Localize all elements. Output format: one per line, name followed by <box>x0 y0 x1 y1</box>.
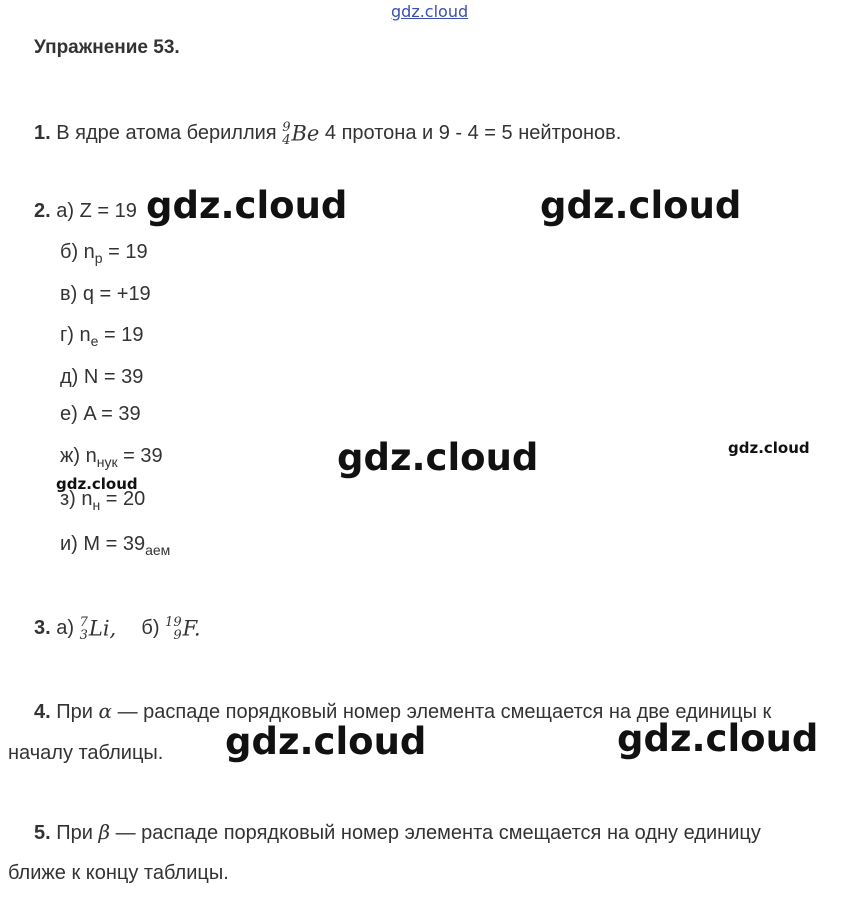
item-number: 1. <box>34 122 51 144</box>
item-number: 4. <box>34 701 51 723</box>
item-2-v: в) q = +19 <box>60 283 151 305</box>
fluorine-isotope: 19 9 F. <box>165 615 201 644</box>
item-number: 2. <box>34 200 51 222</box>
item-1 <box>34 116 621 151</box>
alpha-symbol: α <box>98 699 112 723</box>
item-1-text-before: В ядре атома бериллия <box>56 122 277 144</box>
item-5-line-1: 5. При β — распаде порядковый номер элемента смещается на одну единицу <box>34 820 761 844</box>
item-3-a-label: а) <box>56 617 75 639</box>
beryllium-isotope <box>282 116 319 151</box>
item-2-g: г) $n_e = 19$ <box>60 324 144 349</box>
item-number: 5. <box>34 822 51 844</box>
watermark: gdz.cloud <box>540 184 742 227</box>
item-3-b-label: б) <box>141 617 160 639</box>
item-2-b: б) $n_p = 19$ <box>60 241 148 266</box>
item-2-z: з) $n_н = 20$ <box>60 488 146 513</box>
watermark: gdz.cloud <box>146 184 348 227</box>
item-3 <box>34 611 201 646</box>
subscript: аем <box>145 542 171 558</box>
item-4-line-1: 4. При α — распаде порядковый номер элемента смещается на две единицы к <box>34 699 772 723</box>
item-2-d: д) N = 39 <box>60 366 144 388</box>
item-4-line-2: началу таблицы. <box>8 742 164 764</box>
subscript: нук <box>96 454 118 470</box>
item-2-a-line <box>34 200 137 223</box>
subscript: e <box>90 333 99 349</box>
item-number: 3. <box>34 617 51 639</box>
item-2-e: е) A = 39 <box>60 403 141 425</box>
watermark: gdz.cloud <box>337 436 539 479</box>
item-5-line-2: ближе к концу таблицы. <box>8 862 229 884</box>
watermark: gdz.cloud <box>56 475 138 493</box>
item-2-i: и) $M = 39_{аем}$ <box>60 533 171 558</box>
beta-symbol: β <box>98 820 111 844</box>
watermark: gdz.cloud <box>225 720 427 763</box>
watermark-top: gdz.cloud <box>391 2 469 21</box>
subscript: p <box>94 250 103 266</box>
watermark: gdz.cloud <box>728 439 810 457</box>
lithium-isotope: 7 3 Li, <box>79 615 117 644</box>
item-2-zh: ж) $n_{нук} = 39$ <box>60 445 163 470</box>
page-title: Упражнение 53. <box>34 37 180 58</box>
subscript: н <box>92 497 101 513</box>
charge-number: 4 <box>282 133 291 149</box>
watermark: gdz.cloud <box>617 717 819 760</box>
mass-number: 9 <box>282 120 291 136</box>
item-2-a: а) Z = 19 <box>56 200 137 222</box>
element-symbol: Be <box>291 122 320 147</box>
item-1-text-after: 4 протона и 9 - 4 = 5 нейтронов. <box>324 122 622 144</box>
